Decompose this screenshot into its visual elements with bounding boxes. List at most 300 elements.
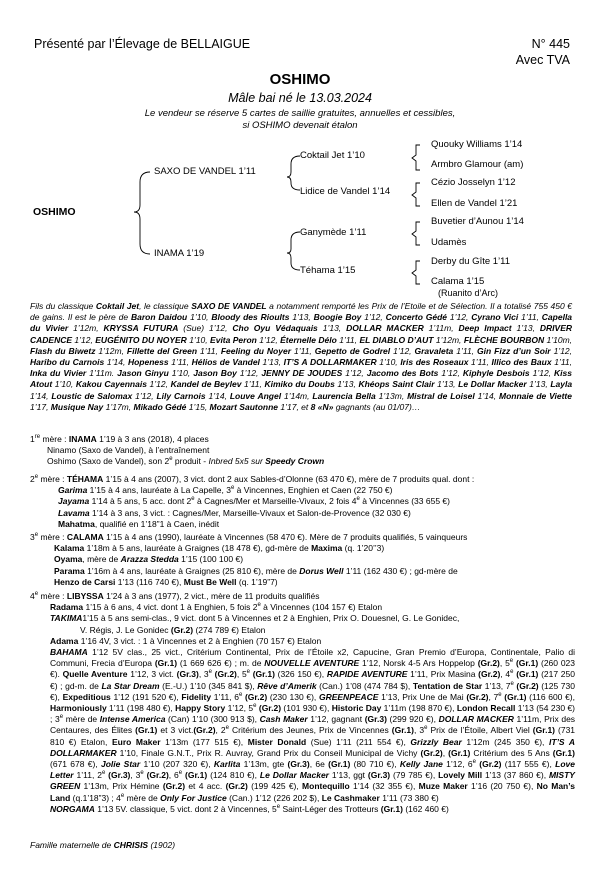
text-run: (101 930 €), bbox=[281, 703, 332, 714]
text-run: Speedy Crown bbox=[265, 456, 325, 467]
text-run: (125 730 €), bbox=[50, 680, 575, 702]
text-run: Garima bbox=[58, 485, 88, 496]
text-run: Concerto Gédé bbox=[385, 312, 448, 323]
text-run: e bbox=[246, 669, 251, 676]
text-run: 1’11, bbox=[168, 357, 192, 368]
pedigree-ssd: Armbro Glamour (am) bbox=[431, 159, 524, 170]
maternal-family-note: Famille maternelle de CHRISIS (1902) bbox=[30, 840, 176, 850]
text-run: 1’12, bbox=[342, 368, 367, 379]
text-run: 1’12, Norsk 4-5 Ars Hoppelop bbox=[359, 658, 478, 669]
text-run: (q.1’18”3) ; 4 bbox=[70, 792, 121, 803]
text-run: mère de bbox=[63, 714, 100, 725]
text-run: 1’11m, Prix des Centaures, des Élites bbox=[50, 714, 576, 736]
text-run: Gin Fizz d’un Soir bbox=[477, 345, 551, 356]
text-run: Le Dollar Macker bbox=[458, 379, 527, 390]
pedigree-sdd: Ellen de Vandel 1’21 bbox=[431, 198, 518, 209]
text-run: (Gr.3) bbox=[367, 770, 391, 781]
text-run: 1’17, et bbox=[278, 401, 311, 412]
horse-description: Mâle bai né le 13.03.2024 bbox=[228, 91, 372, 105]
text-run: 1’12, bbox=[132, 390, 157, 401]
text-run: Quelle Aventure bbox=[62, 669, 128, 680]
text-run: Kimiko du Doubs bbox=[264, 379, 335, 390]
text-run: e bbox=[191, 496, 195, 503]
text-run: 1’12, bbox=[72, 334, 96, 345]
produce-line bbox=[30, 577, 575, 588]
text-run: (Gr.1) bbox=[185, 770, 208, 781]
text-run: 1’14 (32 355 €), bbox=[349, 781, 419, 792]
text-run: Lavama bbox=[58, 507, 90, 518]
text-run: Kiphyle Desbois bbox=[462, 368, 530, 379]
text-run: Mahatma bbox=[58, 518, 95, 529]
text-run: Prix de l’Étoile, Albert Viel bbox=[427, 725, 533, 736]
tax-status: Avec TVA bbox=[515, 53, 570, 67]
text-run: 1’11 (162 430 €) ; gd-mère de bbox=[343, 565, 458, 576]
text-run: 1’13, bbox=[259, 357, 284, 368]
text-run: Montequillo bbox=[302, 781, 350, 792]
text-run: IT’S A DOLLARMAKER bbox=[50, 736, 576, 758]
text-run: 1’15 à 5 ans semi-clas., 9 vict. dont 5 à Vincennes et 2 à Enghien, Prix O. Douesnel, G. Le Gonidec, bbox=[82, 613, 460, 624]
text-run: Bloody des Rioults bbox=[211, 312, 290, 323]
text-run: , 5 bbox=[499, 658, 510, 669]
text-run: Feeling du Noyer bbox=[220, 345, 292, 356]
text-run: Cyrano Vici bbox=[471, 312, 519, 323]
text-run: Fidelity bbox=[181, 691, 212, 702]
text-run: (Gr.1) bbox=[135, 725, 158, 736]
text-run: 1’12m (245 350 €), bbox=[461, 736, 550, 747]
text-run: (Gr.3) bbox=[176, 669, 199, 680]
text-run: e bbox=[101, 770, 106, 777]
text-run: e bbox=[225, 725, 230, 732]
text-run: (Gr.2) bbox=[214, 669, 237, 680]
fourth-dam-heading: 4e mère : LIBYSSA 1’24 à 3 ans (1977), 2 vict., mère de 11 produits qualifiés bbox=[30, 591, 320, 601]
pedigree-dam-sire: Ganymède 1’11 bbox=[300, 227, 367, 238]
produce-line bbox=[30, 485, 575, 496]
text-run: Flash du Biwetz bbox=[30, 345, 96, 356]
text-run: Harmoniously bbox=[50, 703, 107, 714]
text-run: 1’12 (191 520 €), bbox=[110, 691, 182, 702]
text-run: 1’17, bbox=[30, 401, 51, 412]
text-run: (217 250 €) ; gd-m. de bbox=[50, 669, 575, 691]
text-run: 1’13, ggt bbox=[329, 770, 368, 781]
text-run: Gepetto de Godrel bbox=[314, 345, 391, 356]
text-run: Deep Impact bbox=[458, 323, 512, 334]
text-run: (Can) 1’10 (300 913 $), bbox=[165, 714, 260, 725]
text-run: 1’10 (207 320 €), bbox=[140, 759, 214, 770]
text-run: 1’14, bbox=[205, 390, 230, 401]
text-run: Mister Donald bbox=[247, 736, 307, 747]
text-run: Inka du Vivier bbox=[30, 368, 87, 379]
text-run: e bbox=[169, 456, 173, 463]
text-run: (q. 1’19”7) bbox=[236, 576, 278, 587]
third-dam-heading: 3e mère : CALAMA 1’15 à 4 ans (1990), lauréate à Vincennes (58 470 €). Mère de 7 produits qualifiés, 5 vainqueurs bbox=[30, 532, 468, 542]
produce-line bbox=[30, 625, 575, 636]
text-run: (Can.) 1’12 (226 202 $), bbox=[226, 792, 322, 803]
text-run: (299 920 €), bbox=[386, 714, 439, 725]
text-run: 1’13m, gte bbox=[240, 759, 288, 770]
text-run: 1’16 4V, 3 vict. : 1 à Vincennes et 2 à Enghien (70 157 €) Etalon bbox=[78, 635, 322, 646]
text-run: (326 150 €), bbox=[274, 669, 327, 680]
produce-line bbox=[30, 445, 575, 456]
produce-line bbox=[30, 566, 575, 577]
second-dam-section bbox=[30, 474, 575, 530]
text-run: 1’13, bbox=[289, 312, 314, 323]
text-run: (Gr.1) bbox=[328, 759, 351, 770]
text-run: (Gr.2) bbox=[162, 781, 186, 792]
produce-line bbox=[30, 636, 575, 647]
text-run: 1’15, bbox=[186, 401, 210, 412]
produce-line bbox=[30, 519, 575, 530]
produce-line bbox=[30, 543, 575, 554]
text-run: (Gr.3) bbox=[364, 714, 387, 725]
text-run: (Gr.1) bbox=[448, 747, 471, 758]
text-run: 1’11, 2 bbox=[73, 770, 102, 781]
text-run: , mère de bbox=[82, 554, 121, 565]
text-run: Must Be Well bbox=[183, 576, 237, 587]
text-run: Gravaleta bbox=[414, 345, 454, 356]
text-run: Evita Peron bbox=[210, 334, 257, 345]
text-run: Baron Daidou bbox=[130, 312, 188, 323]
text-run: , 3 bbox=[198, 669, 209, 680]
text-run: e bbox=[498, 692, 502, 698]
text-run: 8 «N» bbox=[310, 401, 334, 412]
text-run: MISTY GREEN bbox=[50, 770, 575, 792]
text-run: e bbox=[510, 669, 514, 676]
text-run: 1’12 5V clas., 25 vict., Critérium Continental, Prix de l’Étoile x2, Capucine, Gran Premio d’Europa, Continentale, Palio di Communi, Frecia d’Europa bbox=[50, 647, 575, 669]
text-run: , 7 bbox=[488, 691, 499, 702]
text-run: V. Régis, J. Le Gonidec bbox=[80, 624, 171, 635]
text-run: Kalama bbox=[54, 543, 85, 554]
text-run: 1’12, 3 vict. bbox=[127, 669, 177, 680]
text-run: , 6 bbox=[168, 770, 179, 781]
text-run: à Vincennes (33 655 €) bbox=[359, 496, 450, 507]
produce-line bbox=[30, 613, 575, 624]
text-run: Expeditious bbox=[62, 691, 111, 702]
pedigree-ddd-sire: (Ruanito d’Arc) bbox=[438, 288, 499, 298]
text-run: (Gr.2) bbox=[170, 624, 194, 635]
text-run: 1’11 (198 480 €), bbox=[106, 703, 176, 714]
text-run: 1’10, bbox=[52, 379, 76, 390]
text-run: 1’13 5V. classique, 5 vict. dont 2 à Vincennes, 5 bbox=[94, 803, 277, 814]
text-run: 1’12, bbox=[256, 334, 281, 345]
seller-note-line-1: Le vendeur se réserve 5 cartes de saillie gratuites, annuelles et cessibles, bbox=[144, 108, 456, 119]
text-run: 1’10m, bbox=[544, 334, 573, 345]
text-run: Laurencia Bella bbox=[312, 390, 376, 401]
text-run: Kelly Jane bbox=[399, 759, 443, 770]
text-run: Critérium des Jeunes, Prix de Vincennes bbox=[229, 725, 392, 736]
text-run: 1’13 (54 230 €) ; 3 bbox=[50, 703, 575, 725]
pedigree-dsd: Udamès bbox=[431, 237, 467, 248]
text-run: , le classique bbox=[139, 301, 192, 311]
text-run: Hopeness bbox=[127, 357, 169, 368]
text-run: (671 678 €), bbox=[50, 759, 101, 770]
text-run: (80 710 €), bbox=[350, 759, 400, 770]
text-run: Cash Maker bbox=[259, 714, 308, 725]
text-run: Illico des Baux bbox=[491, 357, 552, 368]
text-run: 1’13, bbox=[334, 379, 359, 390]
text-run: 1’12, gagnant bbox=[307, 714, 365, 725]
text-run: 1’11m. bbox=[86, 368, 118, 379]
pedigree-ddd: Calama 1’15 bbox=[431, 276, 485, 287]
text-run: Happy Story bbox=[175, 703, 226, 714]
pedigree-dss: Buvetier d’Aunou 1’14 bbox=[431, 216, 524, 227]
text-run: 1’12, bbox=[550, 345, 573, 356]
pedigree-sss: Quouky Williams 1’14 bbox=[431, 139, 523, 150]
text-run: KRYSSA FUTURA bbox=[103, 323, 179, 334]
text-run: 1’13m, Prix Hémine bbox=[80, 781, 163, 792]
text-run: a notamment remporté les Prix de l’Etoile et de Sélection. Il a totalisé 755 450 € de gains. Il est le père de bbox=[30, 301, 572, 323]
horse-name-title: OSHIMO bbox=[269, 71, 331, 88]
text-run: Radama bbox=[50, 602, 84, 613]
text-run: Kiss Atout bbox=[30, 368, 573, 390]
text-run: 1’11, bbox=[241, 379, 265, 390]
text-run: Rêve d’Amerik bbox=[257, 680, 317, 691]
text-run: Oshimo (Saxo de Vandel), son 2 bbox=[47, 456, 170, 467]
text-run: e bbox=[253, 703, 257, 710]
text-run: (199 425 €), bbox=[247, 781, 303, 792]
text-run: 1’14 à 3 ans, 3 vict. : Cagnes/Mer, Marseille-Vivaux et Salon-de-Provence (32 030 €) bbox=[89, 507, 411, 518]
text-run: London Recall bbox=[456, 703, 516, 714]
text-run: NOUVELLE AVENTURE bbox=[264, 658, 360, 669]
text-run: (Gr.1) bbox=[391, 725, 414, 736]
pedigree-sire-dam: Lidice de Vandel 1’14 bbox=[300, 186, 391, 197]
text-run: (Gr.2) bbox=[258, 703, 282, 714]
text-run: Fils du classique bbox=[30, 301, 96, 311]
text-run: (Gr.1) bbox=[504, 691, 527, 702]
text-run: 1’12, bbox=[529, 368, 555, 379]
text-run: à Vincennes, Enghien et Caen (22 750 €) bbox=[234, 485, 393, 496]
text-run: Jason Ginyu bbox=[117, 368, 169, 379]
text-run: Mikado Gédé bbox=[133, 401, 187, 412]
text-run: Haribo du Carnois bbox=[30, 357, 105, 368]
text-run: (Gr.3) bbox=[108, 770, 131, 781]
text-run: Only For Justice bbox=[160, 792, 227, 803]
text-run: (Gr.2) bbox=[479, 759, 502, 770]
fourth-dam-section bbox=[30, 591, 575, 815]
pedigree-dds: Derby du Gîte 1’11 bbox=[431, 256, 511, 267]
text-run: Monnaie de Viette bbox=[498, 390, 572, 401]
text-run: 1’11m, bbox=[423, 323, 459, 334]
text-run: Euro Maker bbox=[111, 736, 161, 747]
text-run: (117 555 €), bbox=[501, 759, 556, 770]
text-run: (1 669 626 €) ; m. de bbox=[177, 658, 265, 669]
text-run: Capella du Vivier bbox=[30, 312, 573, 334]
text-run: e bbox=[276, 804, 281, 811]
text-run: e bbox=[257, 602, 261, 609]
text-run: BAHAMA bbox=[50, 647, 88, 658]
text-run: Dorus Well bbox=[299, 565, 344, 576]
text-run: (Gr.1) bbox=[515, 658, 539, 669]
text-run: (260 023 €). bbox=[50, 658, 575, 680]
text-run: 1’11, bbox=[468, 357, 492, 368]
text-run: (Gr.2) bbox=[477, 658, 500, 669]
text-run: 1’11, bbox=[336, 334, 360, 345]
text-run: , 3 bbox=[413, 725, 425, 736]
text-run: (Gr.1) bbox=[154, 658, 178, 669]
text-run: Historic Day bbox=[331, 703, 382, 714]
text-run: 1’18m à 5 ans, lauréate à Graignes (18 478 €), gd-mère de bbox=[84, 543, 312, 554]
presenter-line: Présenté par l’Élevage de BELLAIGUE bbox=[34, 37, 251, 51]
text-run: e bbox=[178, 770, 183, 777]
text-run: e bbox=[356, 496, 360, 503]
pedigree-dam-dam: Téhama 1’15 bbox=[300, 265, 356, 276]
text-run: Kandel de Beylev bbox=[170, 379, 242, 390]
text-run: 1’11, bbox=[551, 357, 573, 368]
text-run: (Gr.2) bbox=[225, 781, 248, 792]
text-run: TAKIMA bbox=[50, 613, 83, 624]
text-run: 1’11, bbox=[291, 345, 315, 356]
text-run: 1’14, bbox=[30, 390, 52, 401]
text-run: 1’12, bbox=[447, 312, 472, 323]
text-run: 1’13 (116 740 €), bbox=[115, 576, 184, 587]
lot-number: N° 445 bbox=[531, 37, 570, 51]
text-run: 1’15 (100 100 €) bbox=[178, 554, 244, 565]
text-run: IT’S A DOLLARMAKER bbox=[283, 357, 377, 368]
text-run: Lovely Mill bbox=[438, 770, 483, 781]
text-run: 1’11 (73 380 €) bbox=[379, 792, 439, 803]
text-run: Khéops Saint Clair bbox=[358, 379, 435, 390]
text-run: (Gr.2) bbox=[420, 747, 443, 758]
text-run: Ninamo (Saxo de Vandel), à l’entraînement bbox=[47, 445, 210, 456]
text-run: Love Letter bbox=[50, 759, 575, 781]
text-run: 1’11, bbox=[518, 312, 542, 323]
text-run: 1’10, bbox=[186, 334, 211, 345]
text-run: 1’16 (20 750 €), bbox=[467, 781, 537, 792]
text-run: (162 460 €) bbox=[402, 803, 449, 814]
text-run: 1’10, bbox=[376, 357, 401, 368]
text-run: 1’15 à 4 ans, lauréate à La Capelle, 3 bbox=[87, 485, 231, 496]
text-run: (q. 1’20’’3) bbox=[342, 543, 385, 554]
seller-note-line-2: si OSHIMO devenait étalon bbox=[242, 120, 358, 131]
text-run: DRIVER CADENCE bbox=[30, 323, 573, 345]
text-run: Cho Oyu Védaquais bbox=[232, 323, 318, 334]
produce-line bbox=[30, 804, 575, 815]
text-run: Iris des Roseaux bbox=[400, 357, 469, 368]
text-run: (Gr.1) bbox=[516, 669, 539, 680]
text-run: Jacomo des Bots bbox=[366, 368, 439, 379]
text-run: (79 785 €), bbox=[390, 770, 439, 781]
text-run: 1’11, bbox=[453, 345, 478, 356]
pedigree-dam: INAMA 1’19 bbox=[154, 248, 205, 259]
text-run: (Gr.2) bbox=[193, 725, 216, 736]
text-run: 1’11, 6 bbox=[211, 691, 239, 702]
text-run: Adama bbox=[50, 635, 79, 646]
text-run: (274 789 €) Etalon bbox=[193, 624, 266, 635]
pedigree-sire: SAXO DE VANDEL 1’11 bbox=[154, 166, 256, 177]
text-run: Arazza Stedda bbox=[120, 554, 179, 565]
text-run: La Star Dream bbox=[101, 680, 160, 691]
text-run: 1’13, bbox=[317, 323, 347, 334]
text-run: (116 600 €), bbox=[526, 691, 575, 702]
text-run: GREENPEACE bbox=[318, 691, 379, 702]
text-run: 1’14, bbox=[104, 357, 128, 368]
text-run: FLÈCHE BOURBON bbox=[463, 334, 545, 345]
text-run: 1’12, 6 bbox=[442, 759, 473, 770]
text-run: Le Cashmaker bbox=[321, 792, 380, 803]
text-run: 1’11m (198 870 €), bbox=[381, 703, 457, 714]
text-run: 1’12, 5 bbox=[225, 703, 254, 714]
text-run: 1’15 à 6 ans, 4 vict. dont 1 à Enghien, 5 fois 2 bbox=[83, 602, 258, 613]
text-run: 1’12m, bbox=[433, 334, 464, 345]
text-run: e bbox=[120, 792, 125, 799]
produce-line bbox=[30, 602, 575, 613]
second-dam-heading: 2e mère : TÉHAMA 1’15 à 4 ans (2007), 3 vict. dont 2 aux Sables-d’Olonne (63 470 €), mère de 7 produits qual. dont : bbox=[30, 474, 475, 484]
text-run: SAXO DE VANDEL bbox=[191, 301, 267, 311]
text-run: , 2 bbox=[215, 725, 226, 736]
text-run: Jason Boy bbox=[193, 368, 237, 379]
text-run: No Man’s Land bbox=[50, 781, 576, 803]
text-run: EL DIABLO D’AUT bbox=[359, 334, 434, 345]
text-run: Jayama bbox=[58, 496, 90, 507]
text-run: 1’12, bbox=[146, 379, 171, 390]
produce-line bbox=[30, 456, 575, 467]
text-run: Musique Nay bbox=[50, 401, 104, 412]
first-dam-heading: 1re mère : INAMA 1’19 à 3 ans (2018), 4 places bbox=[30, 434, 209, 444]
text-run: Lily Carnois bbox=[156, 390, 206, 401]
text-run: Éternelle Délo bbox=[280, 334, 337, 345]
text-run: , 3 bbox=[130, 770, 141, 781]
text-run: Jolie Star bbox=[101, 759, 141, 770]
text-run: e bbox=[208, 669, 212, 676]
text-run: 1’14, bbox=[474, 390, 499, 401]
text-run: Mozart Sautonne bbox=[209, 401, 279, 412]
produce-line bbox=[30, 554, 575, 565]
text-run: NORGAMA bbox=[50, 803, 95, 814]
text-run: 1’10, bbox=[187, 312, 212, 323]
text-run: 1’12m, bbox=[68, 323, 104, 334]
text-run: 1’12, bbox=[236, 368, 262, 379]
produce-line bbox=[30, 647, 575, 804]
text-run: 1’13, Prix Une de Mai bbox=[378, 691, 467, 702]
text-run: (Gr.1) bbox=[532, 725, 555, 736]
text-run: , 6e bbox=[309, 759, 329, 770]
text-run: e bbox=[59, 714, 64, 721]
text-run: (Gr.1) bbox=[380, 803, 403, 814]
text-run: e bbox=[140, 770, 144, 777]
text-run: 1’16m à 4 ans, lauréate à Graignes (25 810 €), mère de bbox=[84, 565, 300, 576]
text-run: (Gr.1) bbox=[552, 747, 575, 758]
text-run: à Cagnes/Mer et Marseille-Vivaux, 2 fois 4 bbox=[194, 496, 357, 507]
text-run: , 4 bbox=[500, 669, 511, 680]
text-run: Louve Angel bbox=[229, 390, 282, 401]
text-run: (230 130 €), bbox=[267, 691, 319, 702]
text-run: Intense America bbox=[99, 714, 166, 725]
text-run: e bbox=[424, 725, 428, 732]
text-run: Muze Maker bbox=[418, 781, 468, 792]
text-run: Le Dollar Macker bbox=[259, 770, 329, 781]
text-run: produit - bbox=[172, 456, 209, 467]
text-run: (Can.) 1’08 (474 784 $), bbox=[316, 680, 413, 691]
text-run: 1’12m, bbox=[95, 345, 127, 356]
sire-description-text bbox=[30, 301, 572, 413]
text-run: , qualifié en 1’18”1 à Caen, inédit bbox=[94, 518, 220, 529]
text-run: , bbox=[442, 747, 449, 758]
text-run: Loustic de Salomax bbox=[51, 390, 133, 401]
text-run: (731 810 €) Etalon, bbox=[50, 725, 576, 747]
text-run: 1’13, bbox=[434, 379, 459, 390]
text-run: 1’12, bbox=[438, 368, 463, 379]
text-run: (E.-U.) 1’10 (345 841 $), bbox=[159, 680, 258, 691]
text-run: 1’14m, bbox=[281, 390, 313, 401]
text-run: et 3 vict. bbox=[157, 725, 194, 736]
pedigree-sire-sire: Coktail Jet 1’10 bbox=[300, 150, 365, 161]
text-run: e bbox=[472, 759, 476, 766]
text-run: Grizzly Bear bbox=[410, 736, 462, 747]
produce-line bbox=[30, 496, 575, 507]
text-run: e bbox=[238, 692, 243, 698]
pedigree-sds: Cézio Josselyn 1’12 bbox=[431, 177, 516, 188]
text-run: Oyama bbox=[54, 554, 83, 565]
text-run: (Gr.2) bbox=[466, 691, 489, 702]
